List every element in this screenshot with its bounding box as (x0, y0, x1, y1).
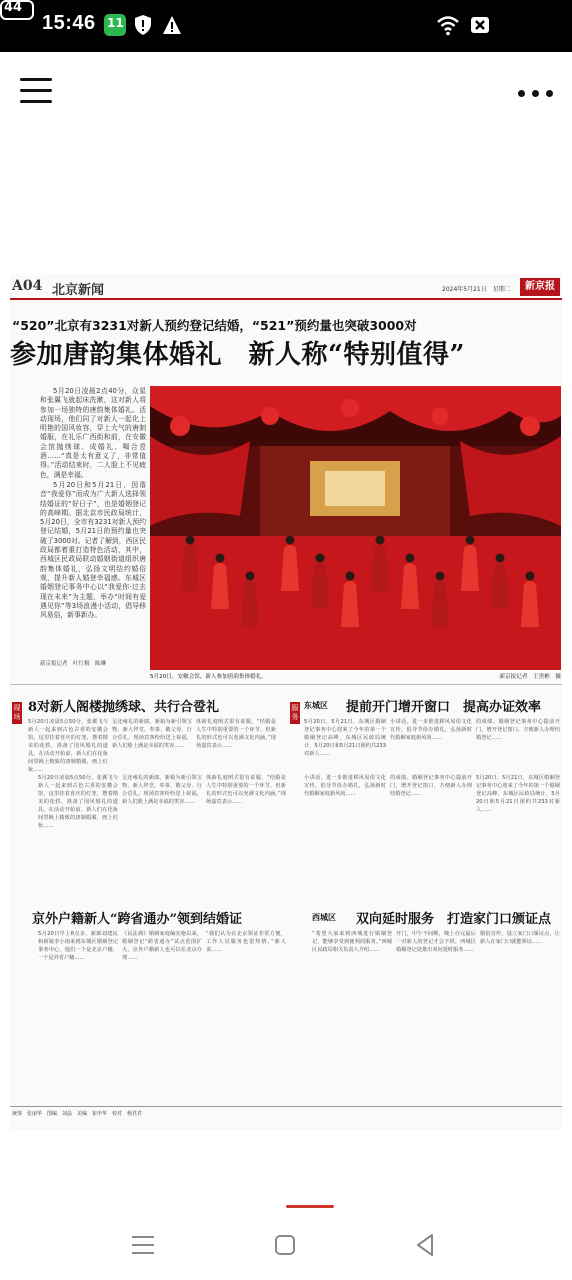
status-bar (0, 0, 572, 52)
article-column: 5月20日，5月21日，东城区婚姻登记事务中心迎来了今年的第一个婚姻登记高峰，东城区民政局统计，5月20日和5月21日预约共233对新人…… (476, 775, 560, 813)
page-number: A04 (12, 278, 43, 294)
home-icon[interactable] (270, 1230, 300, 1260)
wedding-guest-head (346, 572, 355, 581)
lead-paragraph: 5月20日和5月21日，因谐音“我爱你”而成为广大新人选择领结婚证的“好日子”，也是婚姻登记的高峰期。据北京市民政局统计，5月20日，全市有3231对新人预约登记结婚，5月21日的预约量也突破了3000对。记者了解到，西区民政局都着重打造特色活动，其中，西城区民政局联动婚姻街道组织唐韵集体婚礼，弘扬文明结约婚俗观，提升新人婚登幸福感。东城区婚姻登记事务中心以“我爱你·过去现在未来”为主题，举办“时间有爱遇见你”等3场浪漫小活动，倡导移风易俗，新事新办。 (40, 480, 146, 620)
article-column: 呈还雍礼的新郎，新娘为新引领宝物，新人拜堂，奉茶、敬父母、行合卺礼。现场宾客纷纷送上祝福，新人们脸上满是幸福的笑容…… (112, 719, 192, 749)
hamburger-icon[interactable] (20, 78, 52, 104)
caption-text: 5月20日，安徽会馆，新人参加唐韵集体婚礼。 (150, 674, 267, 680)
article-column: 5月20日凌晨5点50分，张翼飞与新人一起来到古色古香的安徽会馆，这里挂着喜庆的灯笼，摆着精美的花轿，准备了国风婚礼的道具。在活动开始前，新人们在化妆间里换上精致的唐制婚服，画上红妆…… (38, 775, 118, 829)
more-dots-icon[interactable] (518, 88, 554, 98)
article-column: 体新礼庭明式很有说服，“结婚是人生中特别重要的一个环节，但新礼的形式也可以充满文化内涵。”现场嘉宾表示…… (206, 775, 286, 805)
photo-caption (150, 672, 561, 680)
article-title: 双向延时服务 打造家门口颁证点 (356, 912, 552, 927)
wedding-guest-head (286, 536, 295, 545)
wedding-guest-head (316, 554, 325, 563)
article-column: 的成绩。婚姻登记事务中心提前开门，增开登记窗口，方便新人办理结婚登记…… (476, 719, 560, 741)
wedding-guest-head (406, 554, 415, 563)
scroll-indicator (286, 1205, 334, 1208)
article-column: 小讲话，进一步推进移风易俗文化宣传，倡导节俭办婚礼，弘扬新时代婚姻家庭新风尚…… (304, 775, 386, 797)
lead-byline: 新京报记者 叶红梅 陈琳 (40, 661, 107, 667)
wedding-guest-head (466, 536, 475, 545)
newspaper-logo: 新京报 (520, 278, 560, 296)
navigation-bar (0, 1212, 572, 1280)
lead-story (40, 387, 146, 621)
article-column: 《民法典》婚姻家庭编实施以来，婚姻登记“跨省通办”试点范围扩大，京外户籍新人也可以在北京办理…… (122, 931, 202, 961)
article-title: 京外户籍新人“跨省通办”领到结婚证 (32, 912, 242, 927)
article-column: “我们认为在北京领证非常方便，工作人员服务也很热情。”新人说…… (206, 931, 286, 953)
battery-icon (0, 0, 34, 20)
clock: 15:46 (42, 12, 96, 34)
article-column: 的成绩。婚姻登记事务中心提前开门，增开登记窗口，方便新人办理结婚登记…… (390, 775, 472, 797)
kicker-headline: “520”北京有3231对新人预约登记结婚，“521”预约量也突破3000对 (12, 318, 417, 333)
section-tag: 现场 (12, 702, 22, 724)
sim-off-icon (470, 14, 490, 36)
article-district: 东城区 (304, 701, 328, 710)
section-name: 北京新闻 (52, 283, 105, 298)
wechat-notification-icon (104, 14, 126, 36)
battery-level: 44 (4, 0, 23, 15)
article-column: 呈还雍礼的新郎，新娘为新引领宝物，新人拜堂，奉茶、敬父母、行合卺礼。现场宾客纷纷送上祝福，新人们脸上满是幸福的笑容…… (122, 775, 202, 805)
wedding-guest-head (376, 536, 385, 545)
wedding-guest-head (526, 572, 535, 581)
wedding-guest-head (186, 536, 195, 545)
wechat-badge: 11 (107, 16, 124, 30)
article-column: 5月20日凌晨5点50分，张翼飞与新人一起来到古色古香的安徽会馆，这里挂着喜庆的灯笼，摆着精美的花轿，准备了国风婚礼的道具。在活动开始前，新人们在化妆间里换上精致的唐制婚服，画上红妆…… (28, 719, 108, 773)
article-column: 开门，中午不间断，晚上办完最后一对新人的登记才会下班。西城区婚姻登记处推出双向延时服务…… (396, 931, 476, 953)
article-district: 西城区 (312, 913, 336, 922)
wifi-icon (436, 14, 460, 36)
article-column: 婚俗宣传，设立家门口颁证点，让新人在家门口就能领证…… (480, 931, 560, 945)
newspaper-page[interactable] (10, 274, 562, 774)
newspaper-page-bottom[interactable] (10, 930, 562, 1130)
lead-paragraph: 5月20日凌晨2点40分，众星和张翼飞就起床洗漱，这对新人将参加一场独特的唐韵集体婚礼。活动现场，他们同了对新人一起化上明艳的国风妆容，穿上大气的唐制婚服，在礼乐广西街和前，在安徽会馆抛绣球、成婚礼、喝合卺酒……“真是太有意义了，非常值得。”活动结束时，二人脸上不见疲色，满是幸福。 (40, 387, 146, 479)
article-column: “希望大家来到西城进行婚姻登记，能够享受到便利的服务。”西城区民政局相关负责人介绍…… (312, 931, 392, 953)
wedding-guest-head (246, 572, 255, 581)
wedding-guest-head (496, 554, 505, 563)
wedding-guest-head (436, 572, 445, 581)
issue-date: 2024年5月21日 星期二 (442, 286, 511, 293)
section-tag: 服务 (290, 702, 300, 724)
warning-icon (162, 14, 182, 36)
article-title: 8对新人阁楼抛绣球、共行合卺礼 (28, 700, 220, 715)
masthead (10, 278, 562, 300)
photo-credit: 新京报记者 王贵彬 摄 (499, 674, 561, 680)
divider (10, 1106, 562, 1107)
article-column: 小讲话，进一步推进移风易俗文化宣传，倡导节俭办婚礼，弘扬新时代婚姻家庭新风尚…… (390, 719, 472, 741)
article-column: 5月20日，5月21日，东城区婚姻登记事务中心迎来了今年的第一个婚姻登记高峰，东城区民政局统计，5月20日和5月21日预约共233对新人…… (304, 719, 386, 757)
article-title: 提前开门增开窗口 提高办证效率 (346, 700, 542, 715)
footer-credits: 统筹 张丽华 图编 刘晶 美编 崔申华 校对 杨君君 (12, 1111, 143, 1117)
wedding-photo (150, 386, 561, 670)
main-headline: 参加唐韵集体婚礼 新人称“特别值得” (10, 340, 465, 370)
recent-apps-icon[interactable] (128, 1230, 158, 1260)
app-bar (0, 52, 572, 132)
shield-icon (134, 14, 152, 36)
back-icon[interactable] (410, 1230, 440, 1260)
article-column: 体新礼庭明式很有说服，“结婚是人生中特别重要的一个环节，但新礼的形式也可以充满文化内涵。”现场嘉宾表示…… (196, 719, 276, 749)
article-column: 5月20日早上8点多，新郎刘建民和新娘李小雨来到东城区婚姻登记事务中心，他们一个是北京户籍，一个是外省户籍…… (38, 931, 118, 961)
wedding-guest-head (216, 554, 225, 563)
divider (10, 684, 562, 685)
